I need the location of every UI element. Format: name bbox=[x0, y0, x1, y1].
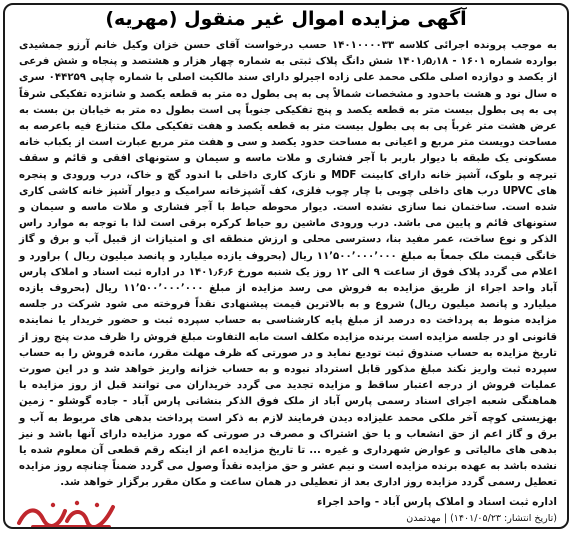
publish-date: (تاریخ انتشار: ۱۴۰۱/۰۵/۲۳) | مهدتمدن bbox=[406, 513, 557, 524]
notice-signature: اداره ثبت اسناد و املاک پارس آباد - واحد اجراء bbox=[316, 496, 557, 508]
notice-frame bbox=[3, 3, 569, 529]
notice-body: به موجب پرونده اجرائی کلاسه ۱۴۰۱۰۰۰۰۳۳ حسب درخواست آقای حسن خزان وکیل خانم آرزو جمشیدی بوارده شماره ۱۶۰۱ - ۱۴۰۱٫۵٫۱۸ شش دانگ پلاک ثبتی به شماره چهار هزار و هشتصد و پنجاه و شش فرعی از یکصد و دوازده اصلی ملکی محمد علی زاده اجیرلو دارای سند مالکیت اصلی با شماره چاپی ۰۴۴۲۵۹ سری ه سال نود و هشت باحدود و مشخصات شمالاً پی به پی بطول ده متر به قطعه یکصد و شانزده تفکیکی شرقاً پی به پی بطول بیست متر به قطعه یکصد و پنج تفکیکی جنوباً پی است بطول ده متر به خیابان بن بست به عرض هشت متر غرباً پی به پی بطول بیست متر به قطعه یکصد و هفت تفکیکی ملک متنازع فیه باعرصه به مساحت دویست متر مربع و اعیانی به مساحت حدود یکصد و سی و هفت متر مربع عبارت است از یکباب خانه مسکونی یک طبقه با دیوار باربر با آجر فشاری و ملات ماسه و سیمان و ستونهای افقی و قائم و سقف تیرچه و بلوک، آشپز خانه دارای کابینت MDF و نازک کاری داخلی با اندود گچ و خاک، درب ورودی و پنجره های UPVC درب های داخلی چوبی با چار چوب فلزی، کف آشپزخانه سرامیک و دیوار آشپز خانه کاشی کاری شده است. ساختمان نما سازی نشده است. دیوار محوطه حیاط با آجر فشاری و ملات ماسه و سیمان و ستونهای قائم و پایین می باشد. درب ورودی ماشین رو حیاط کرکره برقی است لذا با توجه به موارد راس الذکر و نوع ساخت، عمر مفید بنا، دسترسی محلی و ارزش منطقه ای و امتیازات از قبیل آب و برق و گاز خانگی قیمت ملک جمعاً به مبلغ ۱۱٬۵۰۰٬۰۰۰٬۰۰۰ ریال (بحروف یازده میلیارد و پانصد میلیون ریال ) براورد و اعلام می گردد پلاک فوق از ساعت ۹ الی ۱۲ روز یک شنبه مورخ ۱۴۰۱٫۶٫۶ در اداره ثبت اسناد و املاک پارس آباد واحد اجراء از طریق مزایده به فروش می رسد مزایده از مبلغ ۱۱٬۵۰۰٬۰۰۰٬۰۰۰ ریال (بحروف یازده میلیارد و پانصد میلیون ریال) شروع و به بالاترین قیمت پیشنهادی نقداً فروخته می شود شرکت در جلسه مزایده منوط به پرداخت ده درصد از مبلغ پایه کارشناسی به حساب سپرده ثبت و حضور خریدار یا نماینده قانونی او در جلسه مزایده است برنده مزایده مکلف است مابه التفاوت مبلغ فروش را ظرف مدت پنج روز از تاریخ مزایده به حساب صندوق ثبت تودیع نماید و در صورتی که ظرف مهلت مقرر، مانده فروش را به حساب سپرده ثبت واریز نکند مبلغ مذکور قابل استرداد نبوده و به حساب خزانه واریز خواهد شد و در این صورت عملیات فروش از درجه اعتبار ساقط و مزایده تجدید می گردد خریداران می توانند قبل از روز مزایده با هماهنگی شعبه اجرای اسناد رسمی پارس آباد از ملک فوق الذکر بنشانی پارس آباد - جاده گوشلو - زمین بهزیستی کوچه آخر ملکی محمد علیزاده دیدن فرمایند لازم به ذکر است پرداخت بدهی های مربوط به آب و برق و گاز اعم از حق انشعاب و یا حق اشتراک و مصرف در صورتی که مورد مزایده دارای آنها باشد و نیز بدهی های مالیاتی و عوارض شهرداری و غیره ... تا تاریخ مزایده اعم از اینکه رقم قطعی آن معلوم شده یا نشده باشد به عهده برنده مزایده است و نیم عشر و حق مزایده نقداً وصول می گردد ضمناً چنانچه روز مزایده تعطیل رسمی گردد مزایده روز اداری بعد از تعطیلی در همان ساعت و مکان مقرر برگزار خواهد شد. bbox=[19, 40, 558, 489]
notice-title: آگهی مزایده اموال غیر منقول (مهریه) bbox=[105, 8, 467, 30]
newspaper-logo-icon bbox=[13, 497, 123, 529]
